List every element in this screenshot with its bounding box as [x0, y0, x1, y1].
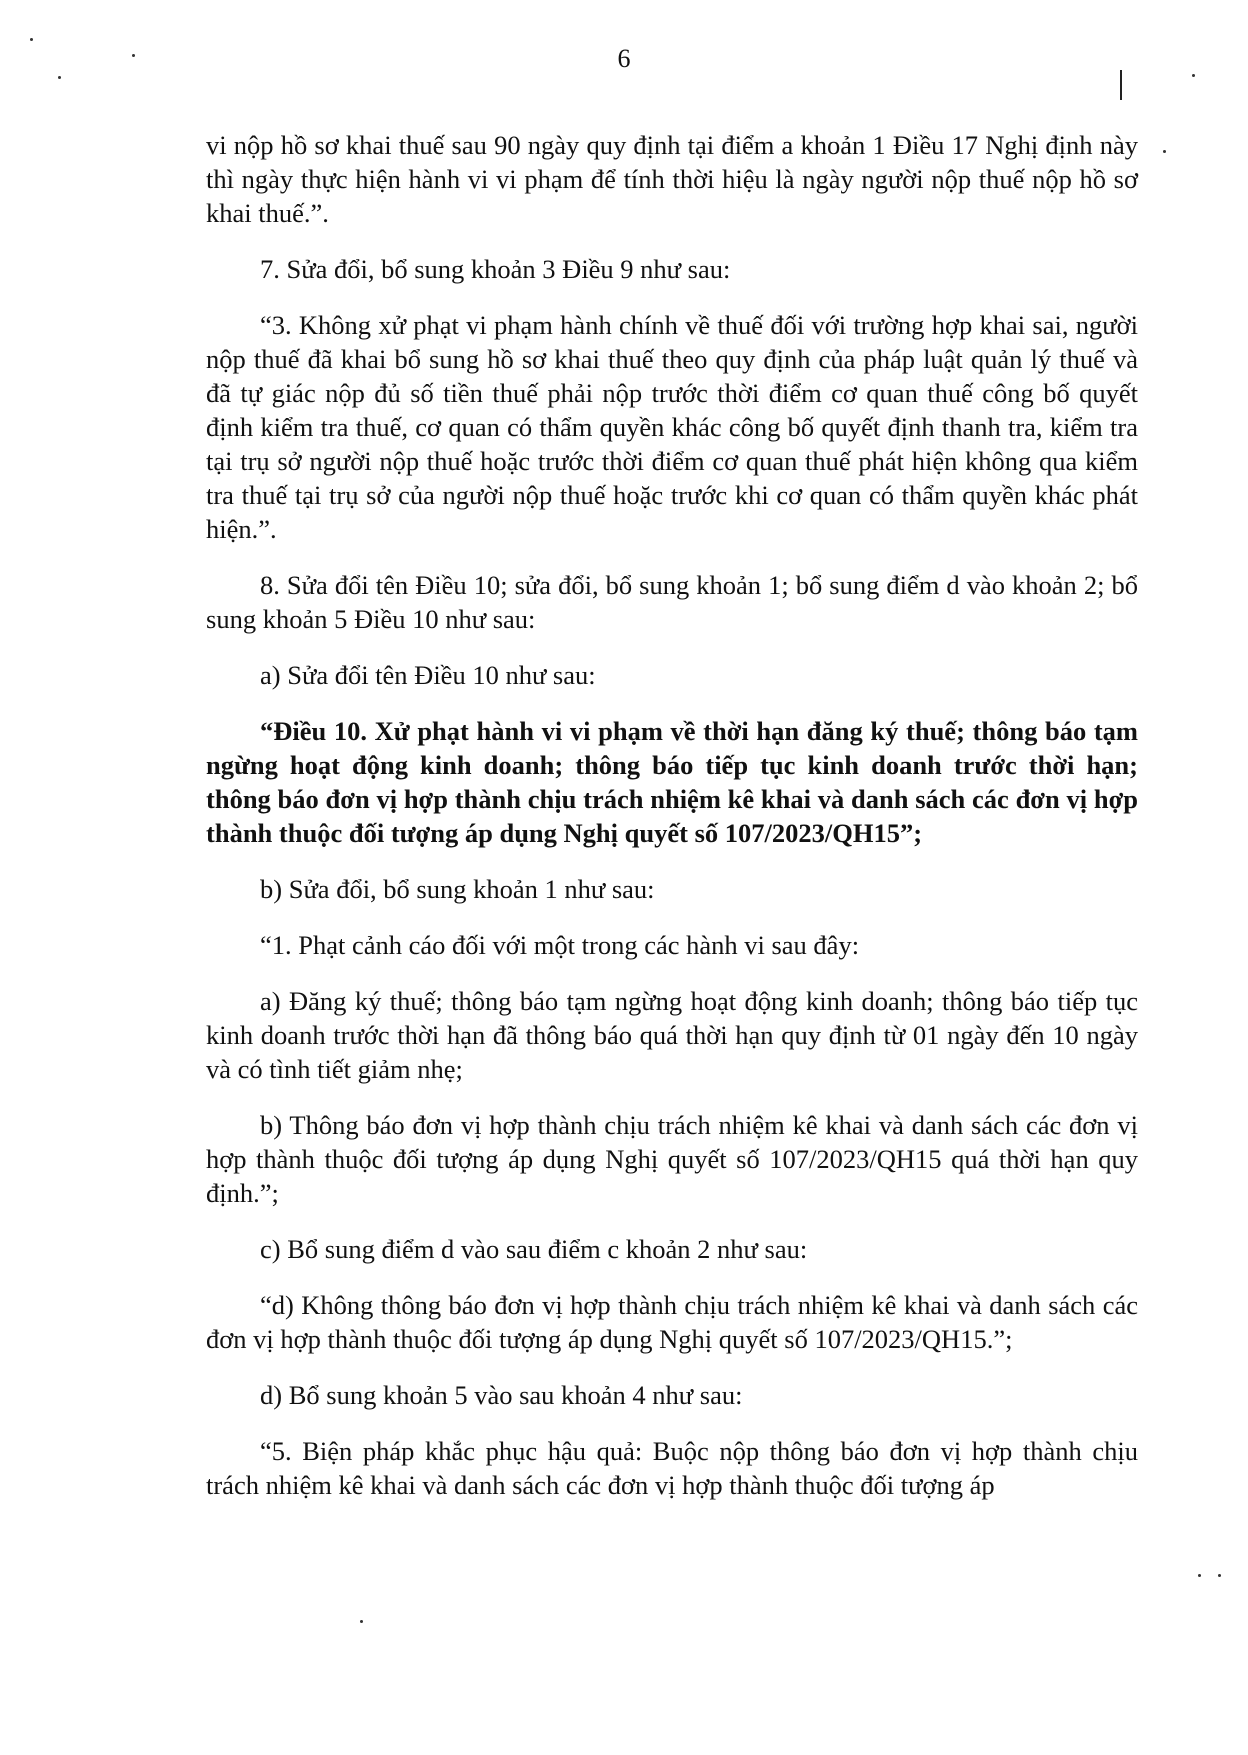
scan-speck	[30, 38, 33, 41]
paragraph: “5. Biện pháp khắc phục hậu quả: Buộc nộp thông báo đơn vị hợp thành chịu trách nhiệm kê khai và danh sách các đơn vị hợp thành thuộc đối tượng áp	[206, 1436, 1138, 1500]
scan-speck	[1218, 1574, 1221, 1577]
document-body	[206, 128, 1138, 1524]
paragraph: a) Đăng ký thuế; thông báo tạm ngừng hoạt động kinh doanh; thông báo tiếp tục kinh doanh trước thời hạn đã thông báo quá thời hạn quy định từ 01 ngày đến 10 ngày và có tình tiết giảm nhẹ;	[206, 986, 1138, 1084]
scan-speck	[360, 1620, 363, 1623]
scan-speck	[1198, 1574, 1201, 1577]
scan-mark	[1120, 70, 1122, 100]
scan-speck	[58, 76, 61, 79]
article-heading: “Điều 10. Xử phạt hành vi vi phạm về thời hạn đăng ký thuế; thông báo tạm ngừng hoạt động kinh doanh; thông báo tiếp tục kinh doanh trước thời hạn; thông báo đơn vị hợp thành chịu trách nhiệm kê khai và danh sách các đơn vị hợp thành thuộc đối tượng áp dụng Nghị quyết số 107/2023/QH15”;	[206, 716, 1138, 848]
paragraph: vi nộp hồ sơ khai thuế sau 90 ngày quy định tại điểm a khoản 1 Điều 17 Nghị định này thì ngày thực hiện hành vi vi phạm để tính thời hiệu là ngày người nộp thuế nộp hồ sơ khai thuế.”.	[206, 130, 1138, 228]
paragraph: “d) Không thông báo đơn vị hợp thành chịu trách nhiệm kê khai và danh sách các đơn vị hợp thành thuộc đối tượng áp dụng Nghị quyết số 107/2023/QH15.”;	[206, 1290, 1138, 1354]
paragraph: “3. Không xử phạt vi phạm hành chính về thuế đối với trường hợp khai sai, người nộp thuế đã khai bổ sung hồ sơ khai thuế theo quy định của pháp luật quản lý thuế và đã tự giác nộp đủ số tiền thuế phải nộp trước thời điểm cơ quan thuế công bố quyết định kiểm tra thuế, cơ quan có thẩm quyền khác công bố quyết định thanh tra, kiểm tra tại trụ sở người nộp thuế hoặc trước thời điểm cơ quan thuế phát hiện không qua kiểm tra thuế tại trụ sở của người nộp thuế hoặc trước khi cơ quan có thẩm quyền khác phát hiện.”.	[206, 310, 1138, 544]
scan-speck	[132, 54, 135, 57]
paragraph: 7. Sửa đổi, bổ sung khoản 3 Điều 9 như sau:	[260, 254, 731, 284]
paragraph: b) Sửa đổi, bổ sung khoản 1 như sau:	[260, 874, 655, 904]
paragraph: b) Thông báo đơn vị hợp thành chịu trách nhiệm kê khai và danh sách các đơn vị hợp thành thuộc đối tượng áp dụng Nghị quyết số 107/2023/QH15 quá thời hạn quy định.”;	[206, 1110, 1138, 1208]
paragraph: c) Bổ sung điểm d vào sau điểm c khoản 2 như sau:	[260, 1234, 808, 1264]
scan-speck	[1192, 74, 1195, 77]
paragraph: 8. Sửa đổi tên Điều 10; sửa đổi, bổ sung khoản 1; bổ sung điểm d vào khoản 2; bổ sung khoản 5 Điều 10 như sau:	[206, 570, 1138, 634]
paragraph: “1. Phạt cảnh cáo đối với một trong các hành vi sau đây:	[260, 930, 860, 960]
paragraph: d) Bổ sung khoản 5 vào sau khoản 4 như sau:	[260, 1380, 743, 1410]
paragraph: a) Sửa đổi tên Điều 10 như sau:	[260, 660, 596, 690]
scan-speck	[1163, 150, 1166, 153]
page-number: 6	[617, 44, 631, 73]
